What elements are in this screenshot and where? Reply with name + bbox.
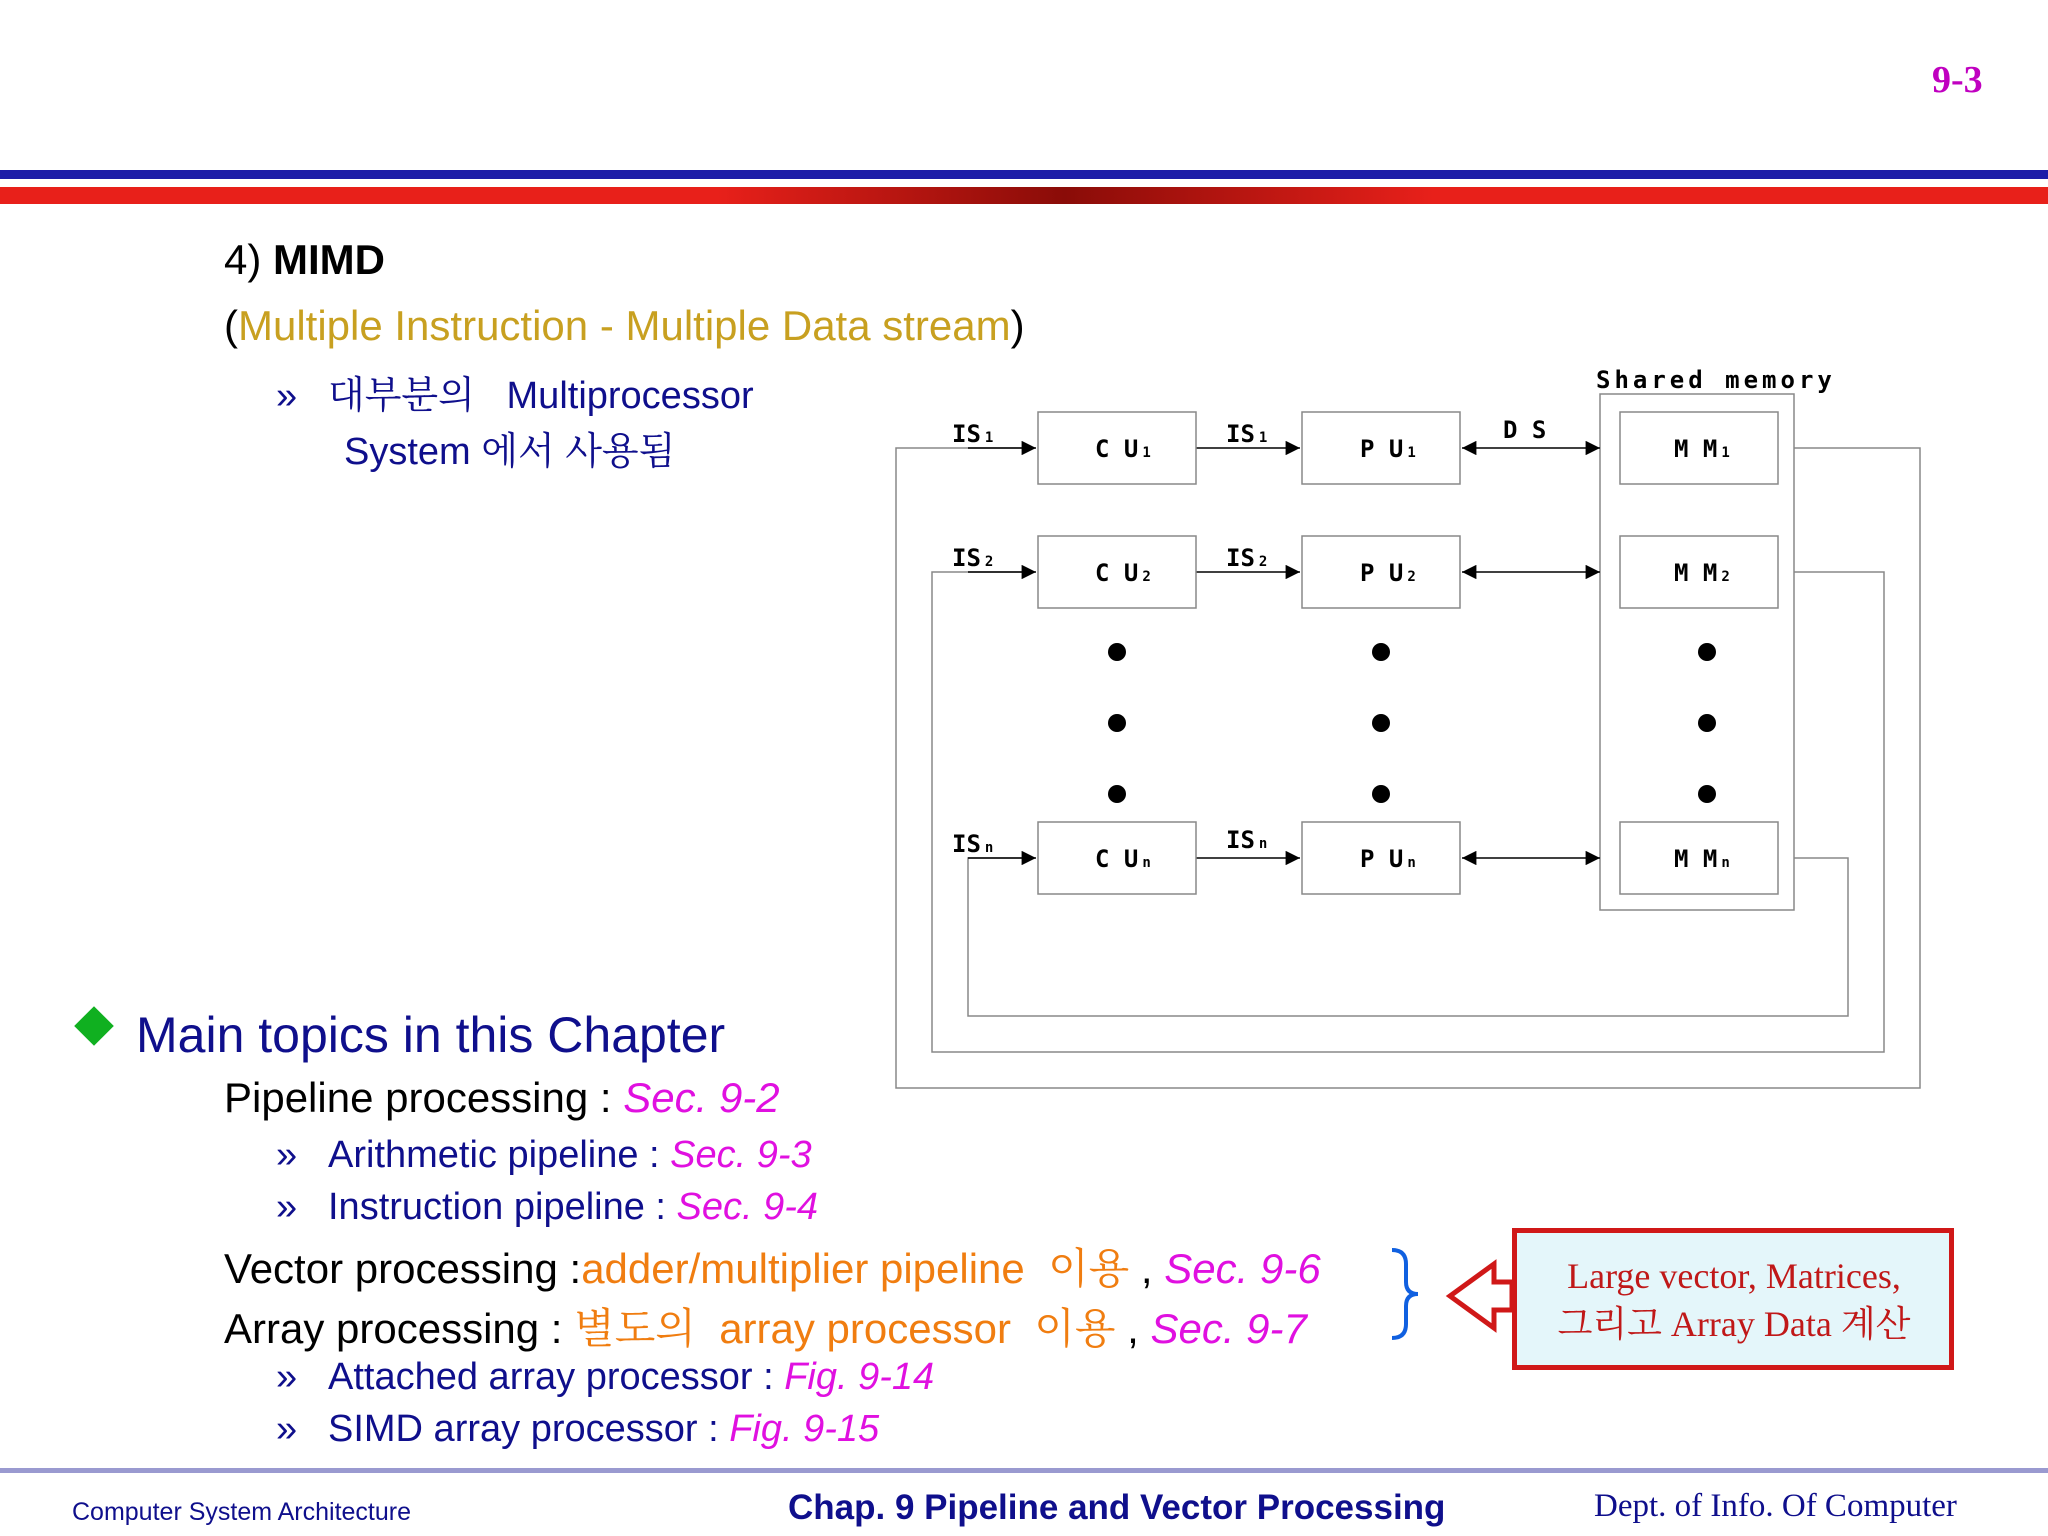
mm-label-n: M M n bbox=[1674, 845, 1730, 873]
ds-label: D S bbox=[1503, 416, 1547, 444]
topic-pipeline bbox=[224, 1074, 780, 1122]
paren-close: ) bbox=[1010, 302, 1025, 349]
topic-arithmetic bbox=[276, 1134, 812, 1177]
is-label-1: IS 1 bbox=[952, 420, 994, 448]
topic-arithmetic-ref: Sec. 9-3 bbox=[670, 1134, 812, 1176]
mimd-index: 4) bbox=[224, 236, 262, 283]
footer-course: Computer System Architecture bbox=[72, 1498, 412, 1526]
bullet-marker: » bbox=[276, 375, 298, 417]
feedback-loop-2 bbox=[932, 572, 1884, 1052]
callout-arrow-icon bbox=[1450, 1264, 1512, 1328]
topic-array-label: Array processing : bbox=[224, 1305, 575, 1352]
footer-dept: Dept. of Info. Of Computer bbox=[1594, 1488, 1957, 1524]
pu-label-n: P U n bbox=[1360, 845, 1416, 873]
callout-line1: Large vector, Matrices, bbox=[1567, 1256, 1901, 1296]
bullet-marker: » bbox=[276, 1408, 298, 1450]
topic-vector bbox=[224, 1236, 1321, 1296]
topic-attached-label: Attached array processor : bbox=[328, 1356, 785, 1398]
shared-memory-label: Shared memory bbox=[1596, 366, 1836, 394]
topic-pipeline-label: Pipeline processing : bbox=[224, 1074, 624, 1121]
topic-array-detail: 별도의 array processor 이용 bbox=[574, 1305, 1116, 1352]
cu-label-1: C U 1 bbox=[1095, 435, 1151, 463]
mimd-bullet-en: Multiprocessor bbox=[506, 375, 754, 417]
bullet-marker: » bbox=[276, 1134, 298, 1176]
callout-text bbox=[1518, 1252, 1950, 1348]
mimd-bullet-line2: System 에서 사용됨 bbox=[344, 431, 676, 473]
topic-array bbox=[224, 1296, 1307, 1356]
topic-array-ref: Sec. 9-7 bbox=[1150, 1305, 1307, 1352]
page-number: 9-3 bbox=[1932, 59, 1983, 101]
topic-attached bbox=[276, 1356, 934, 1399]
is-label-cu-pu-n: IS n bbox=[1226, 826, 1268, 854]
mimd-stream: Multiple Instruction - Multiple Data stream bbox=[238, 302, 1011, 349]
footer-rule bbox=[0, 1468, 2048, 1473]
paren-open: ( bbox=[224, 302, 238, 349]
footer-chapter: Chap. 9 Pipeline and Vector Processing bbox=[788, 1488, 1446, 1527]
mm-label-1: M M 1 bbox=[1674, 435, 1730, 463]
topic-vector-ref: Sec. 9-6 bbox=[1164, 1245, 1321, 1292]
topic-vector-detail: adder/multiplier pipeline 이용 bbox=[581, 1245, 1130, 1292]
topic-attached-ref: Fig. 9-14 bbox=[784, 1356, 935, 1398]
mimd-bullet-ko: 대부분의 bbox=[328, 375, 475, 417]
ellipsis-dot bbox=[1698, 643, 1716, 661]
topic-instruction-ref: Sec. 9-4 bbox=[676, 1186, 819, 1228]
cu-label-2: C U 2 bbox=[1095, 559, 1151, 587]
ellipsis-dot bbox=[1698, 785, 1716, 803]
topic-vector-label: Vector processing : bbox=[224, 1245, 582, 1292]
bullet-marker: » bbox=[276, 1356, 298, 1398]
ellipsis-dot bbox=[1108, 714, 1126, 732]
topic-pipeline-ref: Sec. 9-2 bbox=[623, 1074, 780, 1121]
bullet-marker: » bbox=[276, 1186, 298, 1228]
ellipsis-dot bbox=[1698, 714, 1716, 732]
callout-line2: 그리고 Array Data 계산 bbox=[1557, 1304, 1911, 1344]
ellipsis-dot bbox=[1108, 643, 1126, 661]
ellipsis-dot bbox=[1372, 785, 1390, 803]
mimd-title: MIMD bbox=[273, 236, 386, 283]
curly-brace-icon bbox=[1392, 1250, 1418, 1338]
ellipsis-dot bbox=[1372, 643, 1390, 661]
is-label-cu-pu-2: IS 2 bbox=[1226, 544, 1268, 572]
topic-arithmetic-label: Arithmetic pipeline : bbox=[328, 1134, 671, 1176]
is-label-n: IS n bbox=[952, 830, 994, 858]
topic-simd-label: SIMD array processor : bbox=[328, 1408, 730, 1450]
mm-label-2: M M 2 bbox=[1674, 559, 1730, 587]
is-label-2: IS 2 bbox=[952, 544, 994, 572]
topics-heading: Main topics in this Chapter bbox=[136, 1007, 726, 1063]
cu-label-n: C U n bbox=[1095, 845, 1151, 873]
topic-instruction-label: Instruction pipeline : bbox=[328, 1186, 677, 1228]
topic-simd bbox=[276, 1408, 879, 1451]
topic-array-comma: , bbox=[1115, 1305, 1151, 1352]
ellipsis-dot bbox=[1372, 714, 1390, 732]
topic-instruction bbox=[276, 1186, 818, 1229]
ellipsis-dot bbox=[1108, 785, 1126, 803]
pu-label-2: P U 2 bbox=[1360, 559, 1416, 587]
pu-label-1: P U 1 bbox=[1360, 435, 1416, 463]
is-label-cu-pu-1: IS 1 bbox=[1226, 420, 1268, 448]
topic-vector-comma: , bbox=[1129, 1245, 1165, 1292]
topic-simd-ref: Fig. 9-15 bbox=[729, 1408, 880, 1450]
